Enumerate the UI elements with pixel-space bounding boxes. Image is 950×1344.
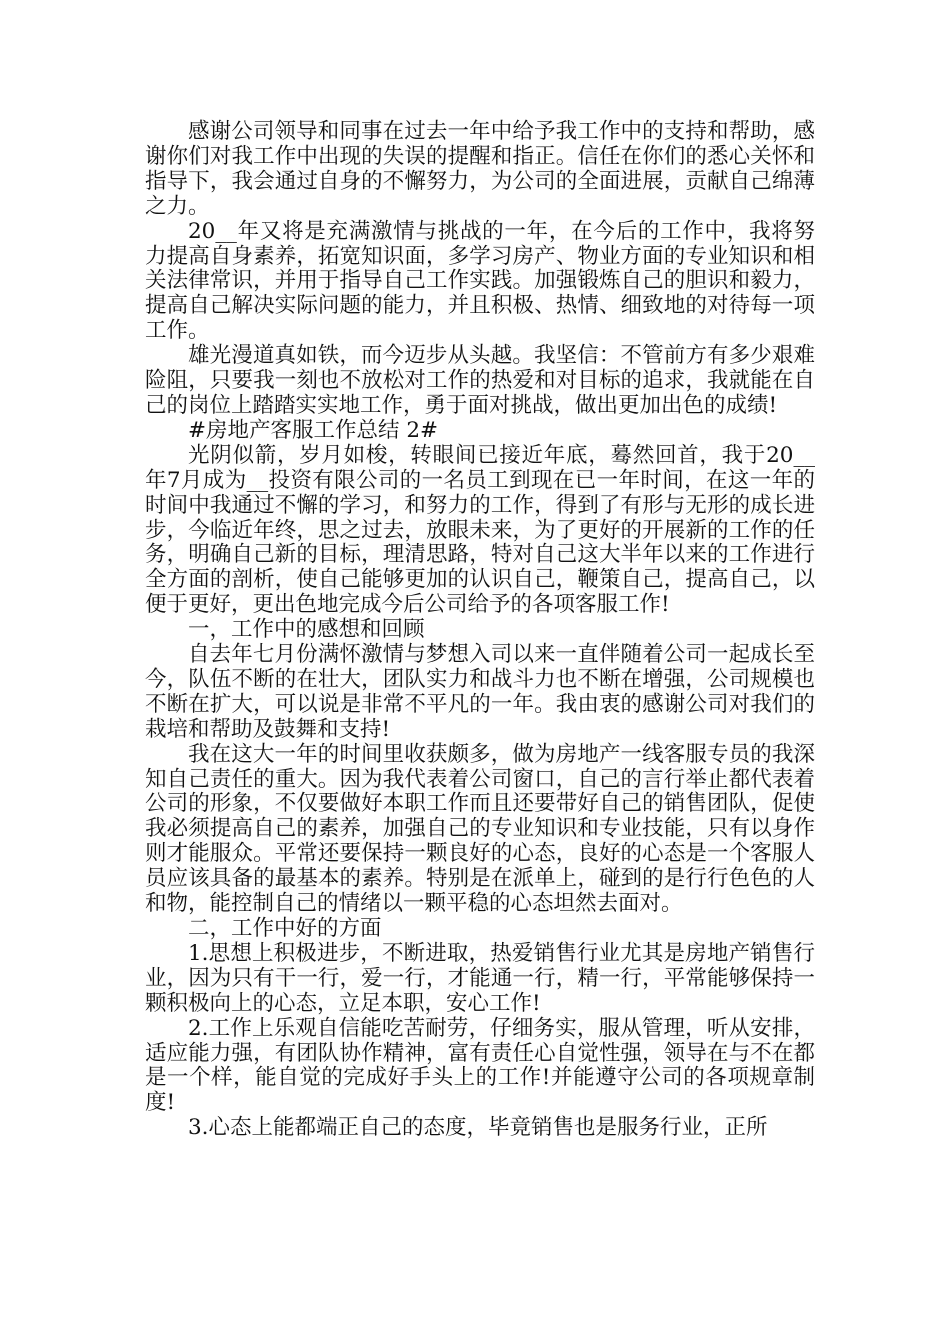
paragraph-resolve: 雄光漫道真如铁，而今迈步从头越。我坚信：不管前方有多少艰难险阻，只要我一刻也不放松对工作的热爱和对目标的追求，我就能在自己的岗位上踏踏实实地工作，勇于面对挑战，做出更加出色的成绩! (145, 343, 815, 418)
list-item-1: 1.思想上积极进步，不断进取，热爱销售行业尤其是房地产销售行业，因为只有干一行，爱一行，才能通一行，精一行，平常能够保持一颗积极向上的心态，立足本职，安心工作! (145, 940, 815, 1016)
document-page (145, 120, 815, 1141)
section-title-summary-2: #房地产客服工作总结 2# (188, 417, 439, 443)
heading-reflections: 一，工作中的感想和回顾 (188, 617, 425, 643)
list-item-2: 2.工作上乐观自信能吃苦耐劳，仔细务实，服从管理，听从安排，适应能力强，有团队协作精神，富有责任心自觉性强，领导在与不在都是一个样，能自觉的完成好手头上的工作!并能遵守公司的各项规章制度! (145, 1015, 815, 1116)
paragraph-thanks: 感谢公司领导和同事在过去一年中给予我工作中的支持和帮助，感谢你们对我工作中出现的失误的提醒和指正。信任在你们的悉心关怀和指导下，我会通过自身的不懈努力，为公司的全面进展，贡献自己绵薄之力。 (145, 119, 815, 219)
paragraph-company-growth: 自去年七月份满怀激情与梦想入司以来一直伴随着公司一起成长至今，队伍不断的在壮大，团队实力和战斗力也不断在增强，公司规模也不断在扩大，可以说是非常不平凡的一年。我由衷的感谢公司对我们的栽培和帮助及鼓舞和支持! (145, 642, 815, 742)
paragraph-intro: 光阴似箭，岁月如梭，转眼间已接近年底，蓦然回首，我于20__年7月成为__投资有限公司的一名员工到现在已一年时间，在这一年的时间中我通过不懈的学习，和努力的工作，得到了有形与无形的成长进步，今临近年终，思之过去，放眼未来，为了更好的开展新的工作的任务，明确自己新的目标，理清思路，特对自己这大半年以来的工作进行全方面的剖析，使自己能够更加的认识自己，鞭策自己，提高自己，以便于更好，更出色地完成今后公司给予的各项客服工作! (145, 442, 815, 618)
paragraph-new-year-plan: 20__年又将是充满激情与挑战的一年，在今后的工作中，我将努力提高自身素养，拓宽知识面，多学习房产、物业方面的专业知识和相关法律常识，并用于指导自己工作实践。加强锻炼自己的胆识和毅力，提高自己解决实际问题的能力，并且积极、热情、细致地的对待每一项工作。 (145, 218, 815, 344)
paragraph-responsibility: 我在这大一年的时间里收获颇多，做为房地产一线客服专员的我深知自己责任的重大。因为我代表着公司窗口，自己的言行举止都代表着公司的形象，不仅要做好本职工作而且还要带好自己的销售团队，促使我必须提高自己的素养，加强自己的专业知识和专业技能，只有以身作则才能服众。平常还要保持一颗良好的心态，良好的心态是一个客服人员应该具备的最基本的素养。特别是在派单上，碰到的是行行色色的人和物，能控制自己的情绪以一颗平稳的心态坦然去面对。 (145, 741, 815, 917)
list-item-3: 3.心态上能都端正自己的态度，毕竟销售也是服务行业，正所 (188, 1115, 768, 1141)
heading-strengths: 二，工作中好的方面 (188, 916, 382, 941)
